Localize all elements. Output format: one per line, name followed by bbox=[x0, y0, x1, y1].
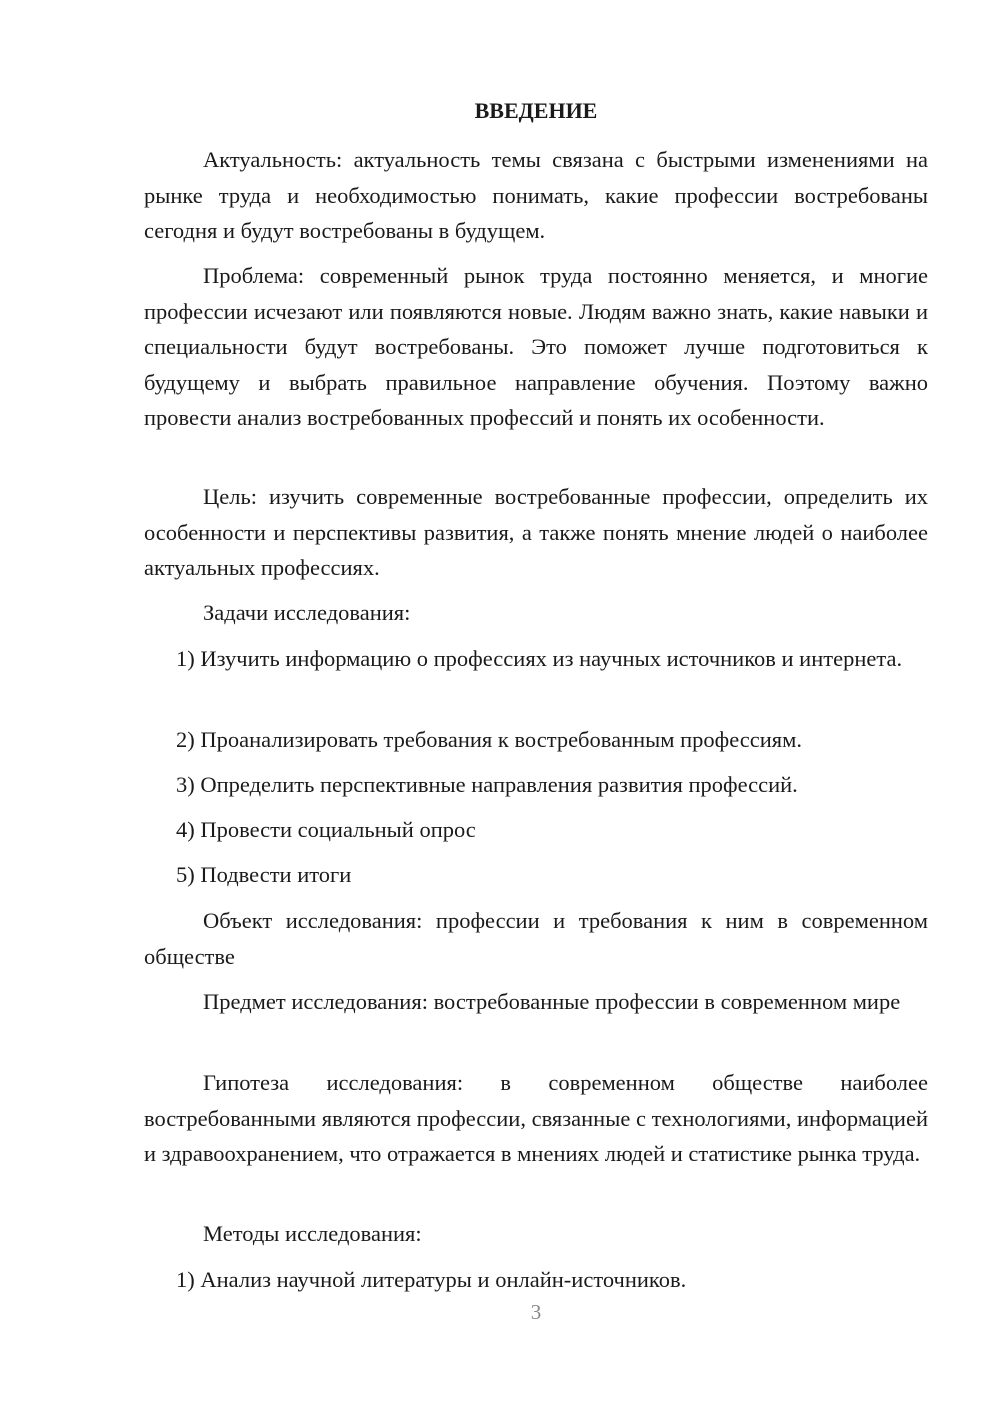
task-item-2: 2) Проанализировать требования к востребованным профессиям. bbox=[176, 727, 803, 752]
paragraph-tasks-heading: Задачи исследования: bbox=[203, 600, 411, 625]
task-item-1: 1) Изучить информацию о профессиях из научных источников и интернета. bbox=[176, 646, 903, 671]
paragraph-hypothesis: Гипотеза исследования: в современном обществе наиболее востребованными являются профессии, связанные с технологиями, информацией и здравоохранением, что отражается в мнениях людей и статистике рынка труда. bbox=[144, 1070, 928, 1166]
document-page bbox=[144, 0, 928, 1414]
paragraph-goal: Цель: изучить современные востребованные профессии, определить их особенности и перспективы развития, а также понять мнение людей о наиболее актуальных профессиях. bbox=[144, 484, 928, 580]
task-item-5: 5) Подвести итоги bbox=[176, 862, 352, 887]
task-item-3: 3) Определить перспективные направления развития профессий. bbox=[176, 772, 798, 797]
page-number: 3 bbox=[530, 1300, 542, 1324]
method-item-1: 1) Анализ научной литературы и онлайн-источников. bbox=[176, 1267, 687, 1292]
section-title: ВВЕДЕНИЕ bbox=[474, 98, 598, 123]
paragraph-relevance: Актуальность: актуальность темы связана с быстрыми изменениями на рынке труда и необходимостью понимать, какие профессии востребованы сегодня и будут востребованы в будущем. bbox=[144, 147, 928, 243]
paragraph-methods-heading: Методы исследования: bbox=[203, 1221, 422, 1246]
paragraph-subject: Предмет исследования: востребованные профессии в современном мире bbox=[203, 989, 901, 1014]
paragraph-object: Объект исследования: профессии и требования к ним в современном обществе bbox=[144, 908, 928, 969]
task-item-4: 4) Провести социальный опрос bbox=[176, 817, 476, 842]
paragraph-problem: Проблема: современный рынок труда постоянно меняется, и многие профессии исчезают или появляются новые. Людям важно знать, какие навыки и специальности будут востребованы. Это поможет лучше подготовиться к будущему и выбрать правильное направление обучения. Поэтому важно провести анализ востребованных профессий и понять их особенности. bbox=[144, 263, 928, 430]
